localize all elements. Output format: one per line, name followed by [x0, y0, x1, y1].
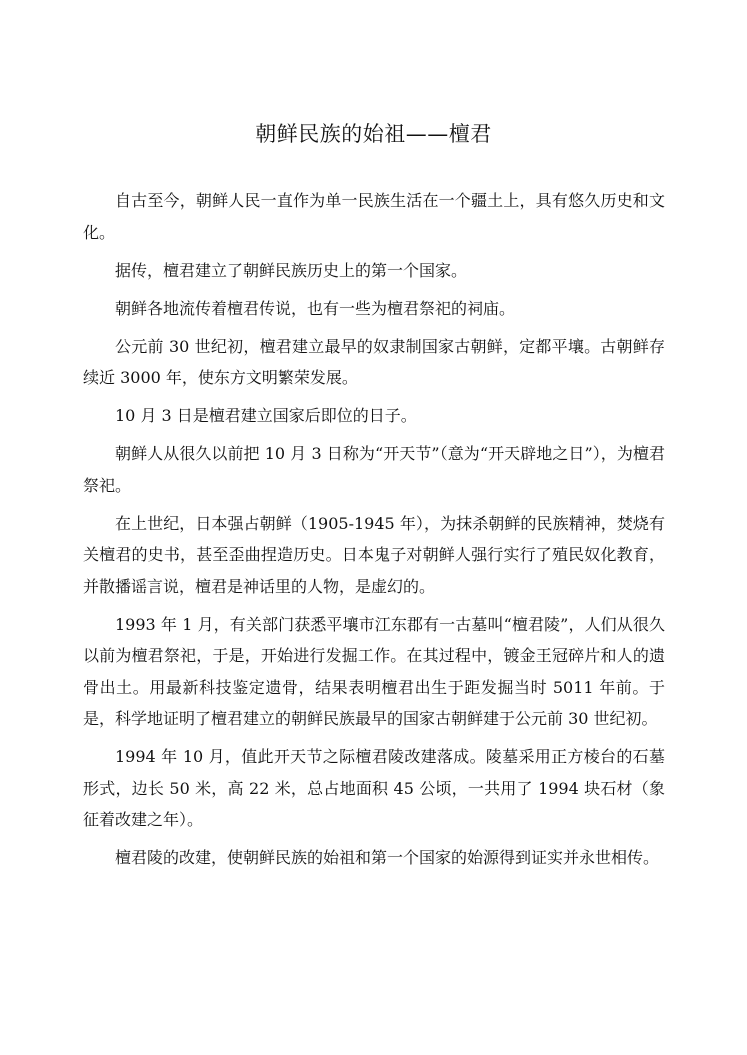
- paragraph-10: 檀君陵的改建，使朝鲜民族的始祖和第一个国家的始源得到证实并永世相传。: [115, 848, 660, 867]
- page-title: 朝鲜民族的始祖——檀君: [255, 122, 492, 146]
- paragraph-8: 1993 年 1 月，有关部门获悉平壤市江东郡有一古墓叫“檀君陵”，人们从很久以前为檀君祭祀，于是，开始进行发掘工作。在其过程中，镀金王冠碎片和人的遗骨出土。用最新科技鉴定遗骨，结果表明檀君出生于距发掘当时 5011 年前。于是，科学地证明了檀君建立的朝鲜民族最早的国家古朝鲜建于公元前 30 世纪初。: [83, 614, 665, 728]
- paragraph-5: 10 月 3 日是檀君建立国家后即位的日子。: [115, 406, 417, 425]
- paragraph-9: 1994 年 10 月，值此开天节之际檀君陵改建落成。陵墓采用正方棱台的石墓形式，边长 50 米，高 22 米，总占地面积 45 公顷，一共用了 1994 块石材（象征着改建之年）。: [83, 747, 665, 829]
- paragraph-1: 自古至今，朝鲜人民一直作为单一民族生活在一个疆土上，具有悠久历史和文化。: [83, 191, 665, 242]
- paragraph-4: 公元前 30 世纪初，檀君建立最早的奴隶制国家古朝鲜，定都平壤。古朝鲜存续近 3000 年，使东方文明繁荣发展。: [83, 336, 665, 387]
- paragraph-2: 据传，檀君建立了朝鲜民族历史上的第一个国家。: [115, 260, 468, 280]
- paragraph-3: 朝鲜各地流传着檀君传说，也有一些为檀君祭祀的祠庙。: [115, 298, 516, 318]
- document-body: [83, 185, 665, 880]
- paragraph-7: 在上世纪，日本强占朝鲜（1905-1945 年），为抹杀朝鲜的民族精神，焚烧有关檀君的史书，甚至歪曲捏造历史。日本鬼子对朝鲜人强行实行了殖民奴化教育，并散播谣言说，檀君是神话里的人物，是虚幻的。: [83, 513, 665, 596]
- paragraph-6: 朝鲜人从很久以前把 10 月 3 日称为“开天节”（意为“开天辟地之日”），为檀君祭祀。: [83, 444, 665, 495]
